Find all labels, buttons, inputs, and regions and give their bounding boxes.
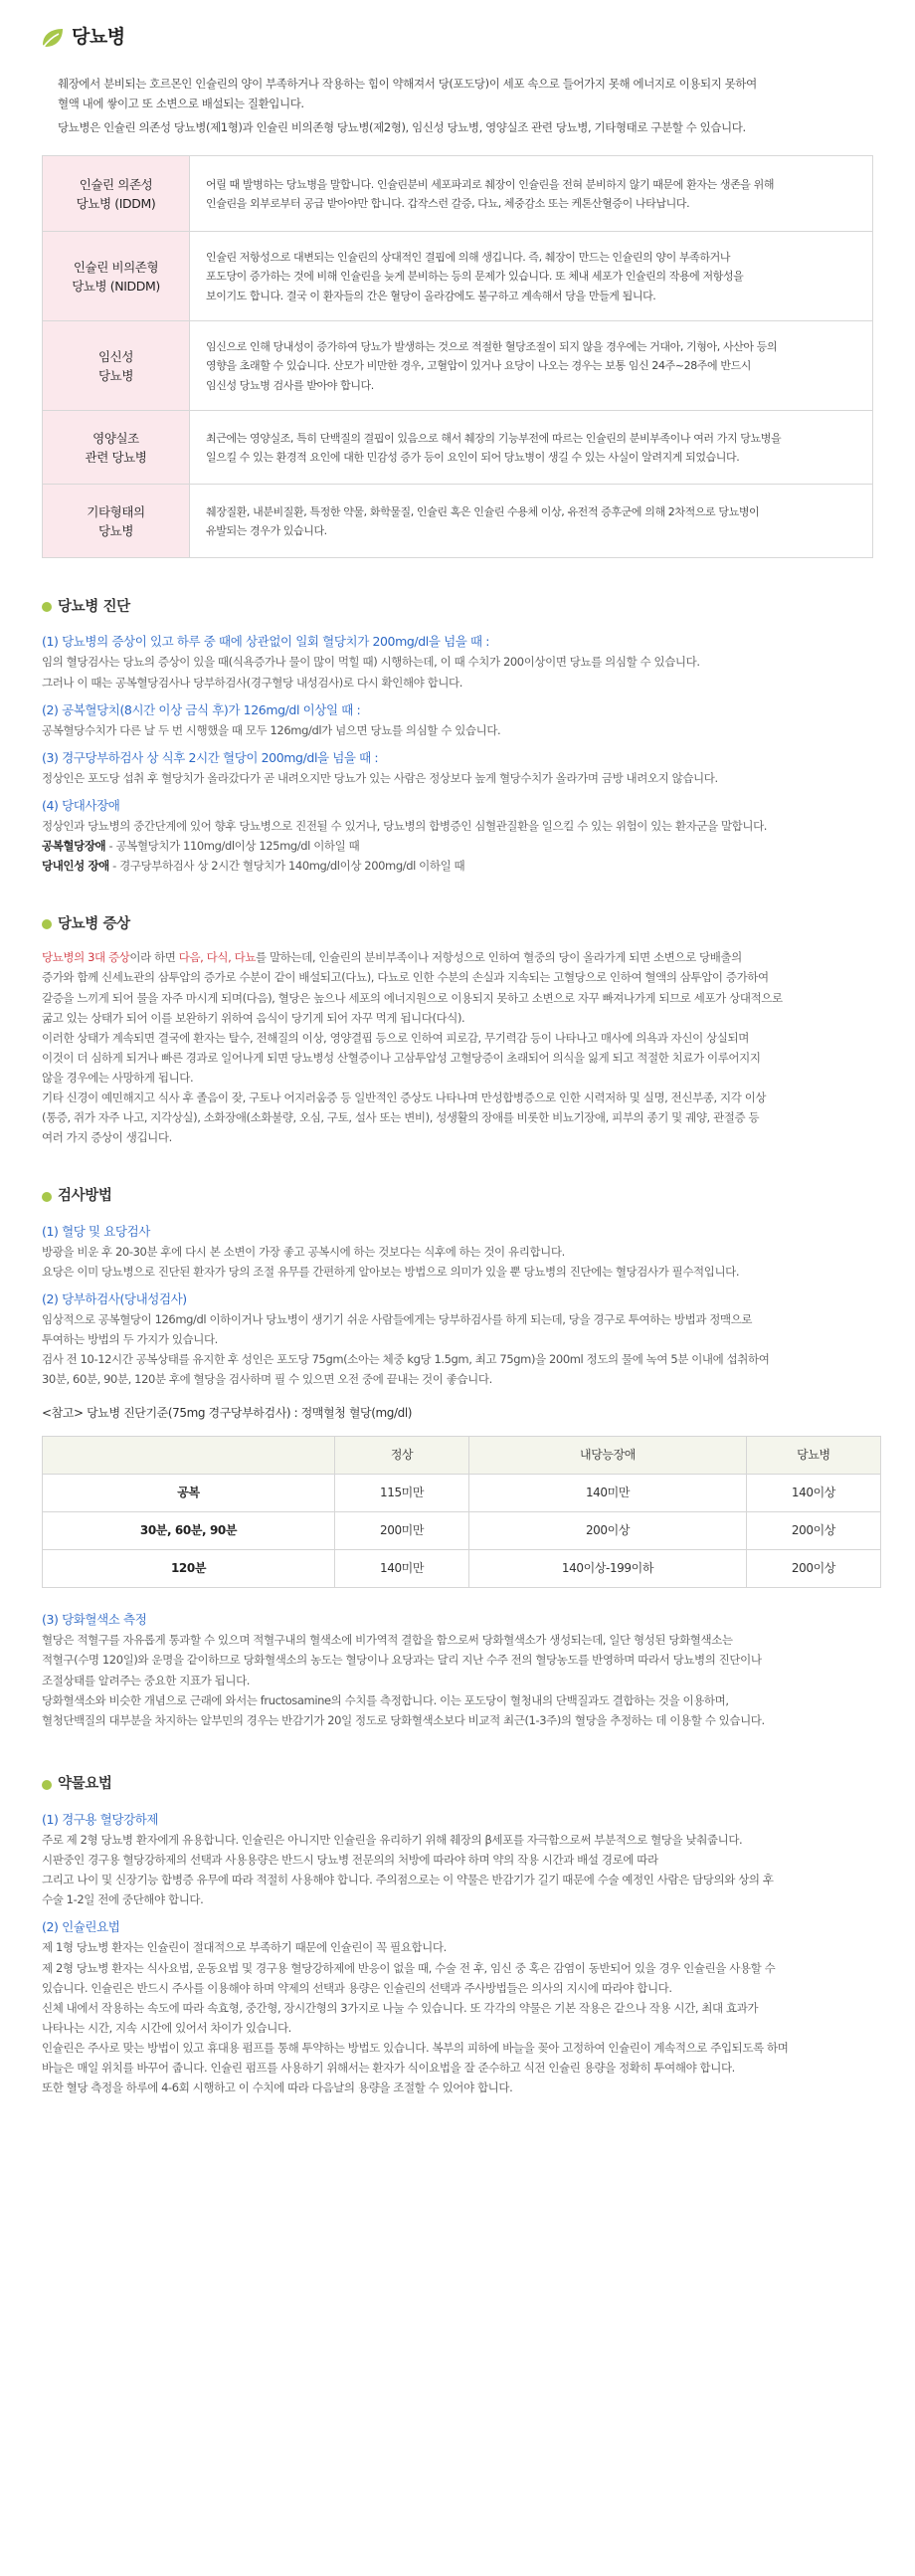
criterion-body: 정상인은 포도당 섭취 후 혈당치가 올라갔다가 곧 내려오지만 당뇨가 있는 사람은 정상보다 높게 혈당수치가 올라가며 금방 내려오지 않습니다. — [42, 770, 718, 785]
bullet-dot-icon — [42, 1192, 52, 1202]
criterion-title: (4) 당대사장애 — [42, 797, 120, 813]
test-body: 방광을 비운 후 20-30분 후에 다시 본 소변이 가장 좋고 공복시에 하는 것보다는 식후에 하는 것이 유리합니다. 요당은 이미 당뇨병으로 진단된 환자가 당의 조절 유무를 간편하게 알아보는 방법으로 의미가 있을 뿐 당뇨병의 진단에는 혈당검사가 필수적입니다. — [42, 1244, 740, 1279]
section-drugs — [42, 1774, 873, 2098]
bullet-dot-icon — [42, 919, 52, 929]
section-diagnosis — [42, 596, 873, 876]
table-cell: 200이상 — [746, 1512, 880, 1550]
column-header: 내당능장애 — [469, 1437, 747, 1475]
test-title: (2) 당부하검사(당내성검사) — [42, 1290, 187, 1306]
intro-line: 당뇨병은 인슐린 의존성 당뇨병(제1형)과 인슐린 비의존형 당뇨병(제2형), 임신성 당뇨병, 영양실조 관련 당뇨병, 기타형태로 구분할 수 있습니다. — [58, 120, 746, 135]
column-header: 당뇨병 — [746, 1437, 880, 1475]
type-name-cell: 인슐린 비의존형 당뇨병 (NIDDM) — [43, 232, 190, 321]
row-header: 120분 — [43, 1550, 335, 1588]
therapy-body: 제 1형 당뇨병 환자는 인슐린이 절대적으로 부족하기 때문에 인슐린이 꼭 필요합니다. 제 2형 당뇨병 환자는 식사요법, 운동요법 및 경구용 혈당강하제에 반응이 없을 때, 수술 전 후, 임신 중 혹은 감염이 동반되어 있을 경우 인슐린을 사용할 수 있습니다. 인슐린은 반드시 주사를 이용해야 하며 약제의 선택과 용량은 인슐린의 선택과 주사방법들은 의사의 지시에 따라야 합니다. 신체 내에서 작용하는 속도에 따라 속효형, 중간형, 장시간형의 3가지로 나눌 수 있습니다. 또 각각의 약물은 기본 작용은 같으나 작용 시간, 최대 효과가 나타나는 시간, 지속 시간에 있어서 차이가 있습니다. 인슐린은 주사로 맞는 방법이 있고 휴대용 펌프를 통해 투약하는 방법도 있습니다. 복부의 피하에 바늘을 꽂아 고정하여 인슐린이 계속적으로 주입되도록 하며 바늘은 매일 위치를 바꾸어 줍니다. 인슐린 펌프를 사용하기 위해서는 환자가 식이요법을 잘 준수하고 식전 인슐린 용량을 정확히 투여해야 합니다. 또한 혈당 측정을 하루에 4-6회 시행하고 이 수치에 따라 다음날의 용량을 조절할 수 있어야 합니다. — [42, 1940, 789, 2095]
type-desc-cell: 췌장질환, 내분비질환, 특정한 약물, 화학물질, 인슐린 혹은 인슐린 수용체 이상, 유전적 증후군에 의해 2차적으로 당뇨병이 유발되는 경우가 있습니다. — [190, 485, 873, 558]
type-name-cell: 임신성 당뇨병 — [43, 321, 190, 411]
therapy-body: 주로 제 2형 당뇨병 환자에게 유용합니다. 인슐린은 아니지만 인슐린을 유리하기 위해 췌장의 β세포를 자극함으로써 부분적으로 혈당을 낮춰줍니다. 시판중인 경구용 혈당강하제의 선택과 사용용량은 반드시 당뇨병 전문의의 처방에 따라야 하며 약의 작용 시간과 배설 경로에 따라 그리고 나이 및 신장기능 합병증 유무에 따라 적절히 사용해야 합니다. 주의점으로는 이 약물은 반감기가 길기 때문에 수술 예정인 사람은 담당의와 상의 후 수술 1-2일 전에 중단해야 합니다. — [42, 1832, 774, 1907]
table-cell: 200이상 — [746, 1550, 880, 1588]
section-title: 당뇨병 증상 — [58, 915, 130, 932]
criterion-body: 정상인과 당뇨병의 중간단계에 있어 향후 당뇨병으로 진전될 수 있거나, 당뇨병의 합병증인 심혈관질환을 일으킬 수 있는 위험이 있는 환자군을 말합니다. 공복혈당장애 - 공복혈당치가 110mg/dl이상 125mg/dl 이하일 때 당내인성 장애 - 경구당부하검사 상 2시간 혈당치가 140mg/dl이상 200mg/dl 이하일 때 — [42, 818, 768, 874]
row-header: 공복 — [43, 1475, 335, 1512]
label-bold: 당내인성 장애 — [42, 859, 109, 874]
column-header — [43, 1437, 335, 1475]
table-row — [43, 156, 873, 232]
leaf-icon — [40, 25, 66, 51]
type-name-cell: 인슐린 의존성 당뇨병 (IDDM) — [43, 156, 190, 232]
intro-line: 췌장에서 분비되는 호르몬인 인슐린의 양이 부족하거나 작용하는 힘이 약해져서 당(포도당)이 세포 속으로 들어가지 못해 에너지로 이용되지 못하여 혈액 내에 쌓이고 또 소변으로 배설되는 질환입니다. — [58, 77, 757, 111]
section-title: 검사방법 — [58, 1187, 112, 1204]
symptoms-para: 당뇨병의 3대 증상이라 하면 다음, 다식, 다뇨를 말하는데, 인슐린의 분비부족이나 저항성으로 인하여 혈중의 당이 올라가게 되면 소변으로 당배출의 증가와 함께 신세뇨관의 삼투압의 증가로 수분이 같이 배설되고(다뇨), 다뇨로 인한 수분의 손실과 지속되는 고혈당으로 인하여 혈액의 삼투압이 증가하여 갈증을 느끼게 되어 물을 자주 마시게 되며(다음), 혈당은 높으나 세포의 에너지원으로 이용되지 못하고 소변으로 자꾸 빠져나가게 되므로 세포가 상대적으로 굶고 있는 상태가 되어 이를 보완하기 위하여 음식이 당기게 되어 자꾸 먹게 됩니다(다식). 이러한 상태가 계속되면 결국에 환자는 탈수, 전해질의 이상, 영양결핍 등으로 인하여 피로감, 무기력감 등이 나타나고 매사에 의욕과 자신이 상실되며 이것이 더 심하게 되거나 빠른 경과로 일어나게 되면 당뇨병성 산혈증이나 고삼투압성 고혈당증이 초래되어 의식을 잃게 되고 적절한 치료가 이루어지지 않을 경우에는 사망하게 됩니다. 기타 신경이 예민해지고 식사 후 졸음이 잦, 구토나 어지러움증 등 일반적인 증상도 나타나며 만성합병증으로 인한 시력저하 및 실명, 전신부종, 지각 이상 (통증, 쥐가 자주 나고, 지각상실), 소화장애(소화불량, 오심, 구토, 설사 또는 변비), 성생활의 장애를 비롯한 비뇨기장애, 피부의 종기 및 궤양, 관절증 등 여러 가지 증상이 생깁니다. — [42, 950, 783, 1145]
section-title: 약물요법 — [58, 1776, 112, 1793]
type-desc-cell: 최근에는 영양실조, 특히 단백질의 결핍이 있음으로 해서 췌장의 기능부전에 따르는 인슐린의 분비부족이나 여러 가지 당뇨병을 일으킬 수 있는 환경적 요인에 대한 민감성 증가 등이 요인이 되어 당뇨병이 생길 수 있는 사실이 알려지게 되었습니다. — [190, 411, 873, 485]
criteria-table — [42, 1436, 881, 1588]
table-row — [43, 321, 873, 411]
table-cell: 140미만 — [334, 1550, 468, 1588]
table-row — [43, 1512, 881, 1550]
criterion-title: (1) 당뇨병의 증상이 있고 하루 중 때에 상관없이 일회 혈당치가 200mg/dl을 넘을 때 : — [42, 634, 490, 650]
criterion-body: 공복혈당수치가 다른 날 두 번 시행했을 때 모두 126mg/dl가 넘으면 당뇨를 의심할 수 있습니다. — [42, 722, 501, 737]
page-title: 당뇨병 — [72, 26, 125, 49]
table-row — [43, 1550, 881, 1588]
table-row — [43, 232, 873, 321]
type-desc-cell: 어릴 때 발병하는 당뇨병을 말합니다. 인슐린분비 세포파괴로 췌장이 인슐린을 전혀 분비하지 않기 때문에 환자는 생존을 위해 인슐린을 외부로부터 공급 받아야만 합니다. 갑작스런 갈증, 다뇨, 체중감소 또는 케톤산혈증이 나타납니다. — [190, 156, 873, 232]
type-desc-cell: 인슐린 저항성으로 대변되는 인슐린의 상대적인 결핍에 의해 생깁니다. 즉, 췌장이 만드는 인슐린의 양이 부족하거나 포도당이 증가하는 것에 비해 인슐린을 늦게 분비하는 등의 문제가 있습니다. 또 체내 세포가 인슐린의 작용에 저항성을 보이기도 합니다. 결국 이 환자들의 간은 혈당이 올라감에도 불구하고 계속해서 당을 만들게 됩니다. — [190, 232, 873, 321]
table-row — [43, 485, 873, 558]
test-body: 임상적으로 공복혈당이 126mg/dl 이하이거나 당뇨병이 생기기 쉬운 사람들에게는 당부하검사를 하게 되는데, 당을 경구로 투여하는 방법과 정맥으로 투여하는 방법의 두 가지가 있습니다. 검사 전 10-12시간 공복상태를 유지한 후 성인은 포도당 75gm(소아는 체중 kg당 1.5gm, 최고 75gm)을 200ml 정도의 물에 녹여 5분 이내에 섭취하여 30분, 60분, 90분, 120분 후에 혈당을 검사하며 필 수 있으면 오전 중에 끝내는 것이 좋습니다. — [42, 1311, 770, 1387]
column-header: 정상 — [334, 1437, 468, 1475]
table-cell: 200미만 — [334, 1512, 468, 1550]
table-cell: 140미만 — [469, 1475, 747, 1512]
row-header: 30분, 60분, 90분 — [43, 1512, 335, 1550]
test-title: (3) 당화혈색소 측정 — [42, 1612, 147, 1628]
table-row — [43, 1475, 881, 1512]
section-symptoms — [42, 913, 873, 1147]
table-cell: 200이상 — [469, 1512, 747, 1550]
table-header-row — [43, 1437, 881, 1475]
type-name-cell: 기타형태의 당뇨병 — [43, 485, 190, 558]
criterion-title: (2) 공복혈당치(8시간 이상 금식 후)가 126mg/dl 이상일 때 : — [42, 701, 361, 717]
label-bold: 공복혈당장애 — [42, 839, 106, 853]
section-header — [42, 596, 873, 618]
bullet-dot-icon — [42, 1780, 52, 1790]
reference-caption: <참고> 당뇨병 진단기준(75mg 경구당부하검사) : 정맥혈청 혈당(mg/dl) — [42, 1406, 413, 1421]
criterion-title: (3) 경구당부하검사 상 식후 2시간 혈당이 200mg/dl을 넘을 때 : — [42, 749, 379, 765]
type-name-cell: 영양실조 관련 당뇨병 — [43, 411, 190, 485]
section-header — [42, 1774, 873, 1796]
table-cell: 140이상-199이하 — [469, 1550, 747, 1588]
section-title: 당뇨병 진단 — [58, 598, 130, 615]
title-row — [40, 18, 873, 58]
therapy-title: (2) 인슐린요법 — [42, 1919, 120, 1935]
section-tests — [42, 1186, 873, 1730]
table-cell: 140이상 — [746, 1475, 880, 1512]
diabetes-type-table — [42, 155, 873, 558]
criterion-body: 임의 혈당검사는 당뇨의 증상이 있을 때(식욕증가나 물이 많이 먹힐 때) 시행하는데, 이 때 수치가 200이상이면 당뇨를 의심할 수 있습니다. 그러나 이 때는 공복혈당검사나 당부하검사(경구혈당 내성검사)로 다시 확인해야 합니다. — [42, 655, 700, 690]
bullet-dot-icon — [42, 602, 52, 612]
table-cell: 115미만 — [334, 1475, 468, 1512]
test-body: 혈당은 적혈구를 자유롭게 통과할 수 있으며 적혈구내의 혈색소에 비가역적 결합을 함으로써 당화혈색소가 생성되는데, 일단 형성된 당화혈색소는 적혈구(수명 120일)와 운명을 같이하므로 당화혈색소의 농도는 혈당이나 요당과는 달리 지난 수주 전의 혈당농도를 반영하며 따라서 당뇨병의 진단이나 조절상태를 알려주는 중요한 지표가 됩니다. 당화혈색소와 비슷한 개념으로 근래에 와서는 fructosamine의 수치를 측정합니다. 이는 포도당이 혈청내의 단백질과도 결합하는 것을 이용하며, 혈청단백질의 대부분을 차지하는 알부민의 경우는 반감기가 20일 정도로 당화혈색소보다 비교적 최근(1-3주)의 혈당을 추정하는 데 이용할 수 있습니다. — [42, 1633, 765, 1727]
therapy-title: (1) 경구용 혈당강하제 — [42, 1811, 159, 1827]
table-row — [43, 411, 873, 485]
type-desc-cell: 임신으로 인해 당내성이 증가하여 당뇨가 발생하는 것으로 적절한 혈당조절이 되지 않을 경우에는 거대아, 기형아, 사산아 등의 영향을 초래할 수 있습니다. 산모가 비만한 경우, 고혈압이 있거나 요당이 나오는 경우는 보통 임신 24주~28주에 반드시 임신성 당뇨병 검사를 받아야 합니다. — [190, 321, 873, 411]
section-header — [42, 913, 873, 935]
section-header — [42, 1186, 873, 1208]
intro — [42, 74, 873, 137]
test-title: (1) 혈당 및 요당검사 — [42, 1223, 150, 1239]
